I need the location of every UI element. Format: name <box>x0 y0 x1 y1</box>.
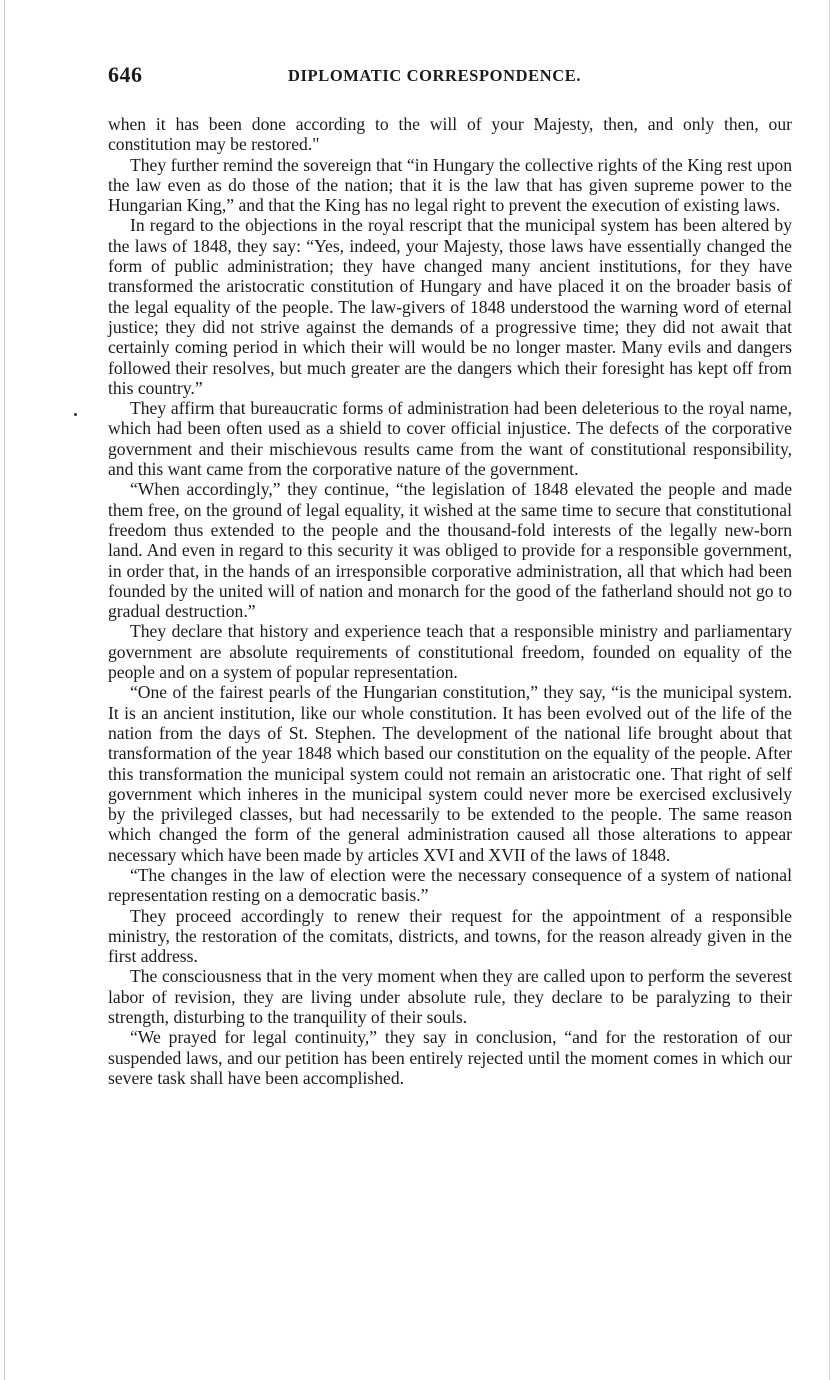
paragraph: They affirm that bureaucratic forms of administration had been deleterious to the royal name, which had been often used as a shield to cover official injustice. The defects of the corporative government and their mischievous results came from the want of constitutional responsibility, and this want came from the corporative nature of the government. <box>108 398 792 480</box>
paragraph: “The changes in the law of election were the necessary consequence of a system of national representation resting on a democratic basis.” <box>108 864 792 906</box>
paragraph: “We prayed for legal continuity,” they say in conclusion, “and for the restoration of our suspended laws, and our petition has been entirely rejected until the moment comes in which our severe task shall have been accomplished. <box>108 1027 792 1088</box>
page-number: 646 <box>108 62 143 87</box>
paragraph: The consciousness that in the very moment when they are called upon to perform the severest labor of revision, they are living under absolute rule, they declare to be paralyzing to their strength, disturbing to the tranquility of their souls. <box>108 966 792 1028</box>
scan-edge-right <box>829 0 830 1380</box>
paragraph: “When accordingly,” they continue, “the legislation of 1848 elevated the people and made them free, on the ground of legal equality, it wished at the same time to secure that constitutional freedom thus extended to the people and the thousand-fold interests of the legally new-born land. And even in regard to this security it was obliged to provide for a responsible government, in order that, in the hands of an irresponsible corporative administration, all that which had been founded by the united will of nation and monarch for the good of the fatherland should not go to gradual destruction.” <box>108 479 792 622</box>
paragraph: when it has been done according to the will of your Majesty, then, and only then, our constitution may be restored." <box>108 114 792 155</box>
body-text <box>108 114 792 1088</box>
margin-ink-mark <box>74 413 77 416</box>
scan-edge-left <box>4 0 5 1380</box>
book-page <box>108 62 792 1088</box>
paragraph: They proceed accordingly to renew their request for the appointment of a responsible ministry, the restoration of the comitats, districts, and towns, for the reason already given in the first address. <box>108 905 792 967</box>
running-title: DIPLOMATIC CORRESPONDENCE. <box>288 66 582 85</box>
paragraph: “One of the fairest pearls of the Hungarian constitution,” they say, “is the municipal system. It is an ancient institution, like our whole constitution. It has been evolved out of the life of the nation from the days of St. Stephen. The development of the national life brought about that transformation of the year 1848 which based our constitution on the equality of the people. After this transformation the municipal system could not remain an aristocratic one. That right of self government which inheres in the municipal system could never more be exercised exclusively by the privileged classes, but had necessarily to be extended to the people. The same reason which changed the form of the general administration caused all those alterations to appear necessary which have been made by articles XVI and XVII of the laws of 1848. <box>108 682 792 865</box>
paragraph: They declare that history and experience teach that a responsible ministry and parliamentary government are absolute requirements of constitutional freedom, founded on equality of the people and on a system of popular representation. <box>108 621 792 683</box>
paragraph: They further remind the sovereign that “in Hungary the collective rights of the King rest upon the law even as do those of the nation; that it is the law that has given supreme power to the Hungarian King,” and that the King has no legal right to prevent the execution of existing laws. <box>108 154 792 216</box>
paragraph: In regard to the objections in the royal rescript that the municipal system has been altered by the laws of 1848, they say: “Yes, indeed, your Majesty, those laws have essentially changed the form of public administration; they have changed many ancient institutions, for they have transformed the aristocratic constitution of Hungary and have placed it on the broader basis of the legal equality of the people. The law-givers of 1848 understood the warning word of eternal justice; they did not strive against the demands of a progressive time; they did not await that certainly coming period in which their will would be no longer master. Many evils and dangers followed their resolves, but much greater are the dangers which their foresight has kept off from this country.” <box>108 215 792 398</box>
page-header <box>108 62 792 96</box>
